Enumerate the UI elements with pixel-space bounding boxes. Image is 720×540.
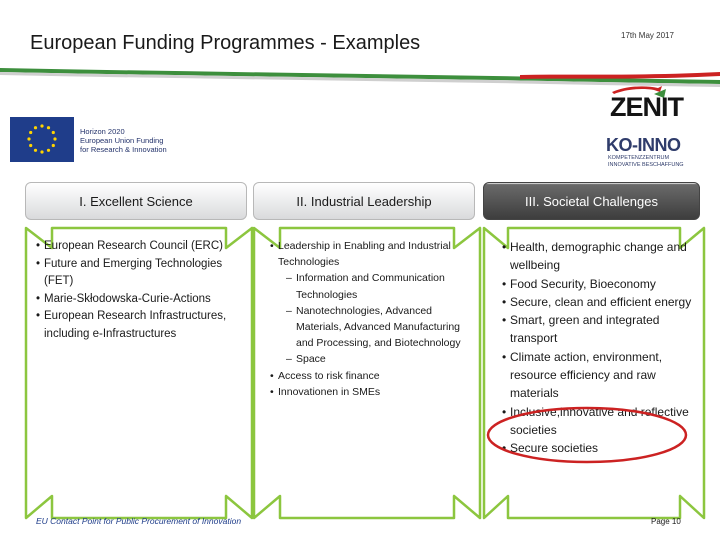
eu-flag-icon [10,117,74,162]
eu-logo-line2: European Union Funding [80,136,164,145]
list-item: • Leadership in Enabling and Industrial Technologies [266,238,466,270]
footer-text: EU Contact Point for Public Procurement of Innovation [36,516,242,526]
koinno-subtitle-2: INNOVATIVE BESCHAFFUNG [608,162,684,168]
slide-title: European Funding Programmes - Examples [30,32,421,54]
koinno-logo [606,135,696,175]
sub-list-item: – Information and Communication Technologies [266,270,466,302]
zenit-logo [606,86,690,126]
list-item: • Health, demographic change and wellbeing [498,238,698,275]
slide-date: 17th May 2017 [621,31,674,40]
page-number: Page 10 [651,517,681,526]
list-item: • Secure, clean and efficient energy [498,293,698,311]
list-item: • European Research Infrastructures, including e-Infrastructures [32,308,242,343]
zenit-wordmark: ZENIT [610,92,683,122]
eu-logo-line3: for Research & Innovation [80,145,167,154]
eu-logo-line1: Horizon 2020 [80,127,125,136]
list-item: • Climate action, environment, resource efficiency and raw materials [498,348,698,403]
column-excellent-science [32,238,242,343]
sub-list-item: – Nanotechnologies, Advanced Materials, Advanced Manufacturing and Processing, and Biotechnology [266,303,466,352]
koinno-subtitle-1: KOMPETENZZENTRUM [608,155,670,161]
list-item: • Future and Emerging Technologies (FET) [32,256,242,291]
sub-list-item: – Space [266,351,466,367]
list-item: • Smart, green and integrated transport [498,311,698,348]
list-item: • Secure societies [498,439,698,457]
column-industrial-leadership [266,238,466,400]
list-item: • European Research Council (ERC) [32,238,242,256]
column-header-excellent-science: I. Excellent Science [25,182,247,220]
column-header-societal-challenges: III. Societal Challenges [483,182,700,220]
eu-horizon-logo [10,117,188,162]
list-item: • Access to risk finance [266,368,466,384]
list-item: • Innovationen in SMEs [266,384,466,400]
list-item: • Food Security, Bioeconomy [498,275,698,293]
koinno-wordmark: KO-INNO [606,135,681,155]
highlight-ellipse [486,406,688,464]
list-item: • Marie-Skłodowska-Curie-Actions [32,291,242,309]
column-header-industrial-leadership: II. Industrial Leadership [253,182,475,220]
list-item: • Inclusive,innovative and reflective societies [498,403,698,440]
